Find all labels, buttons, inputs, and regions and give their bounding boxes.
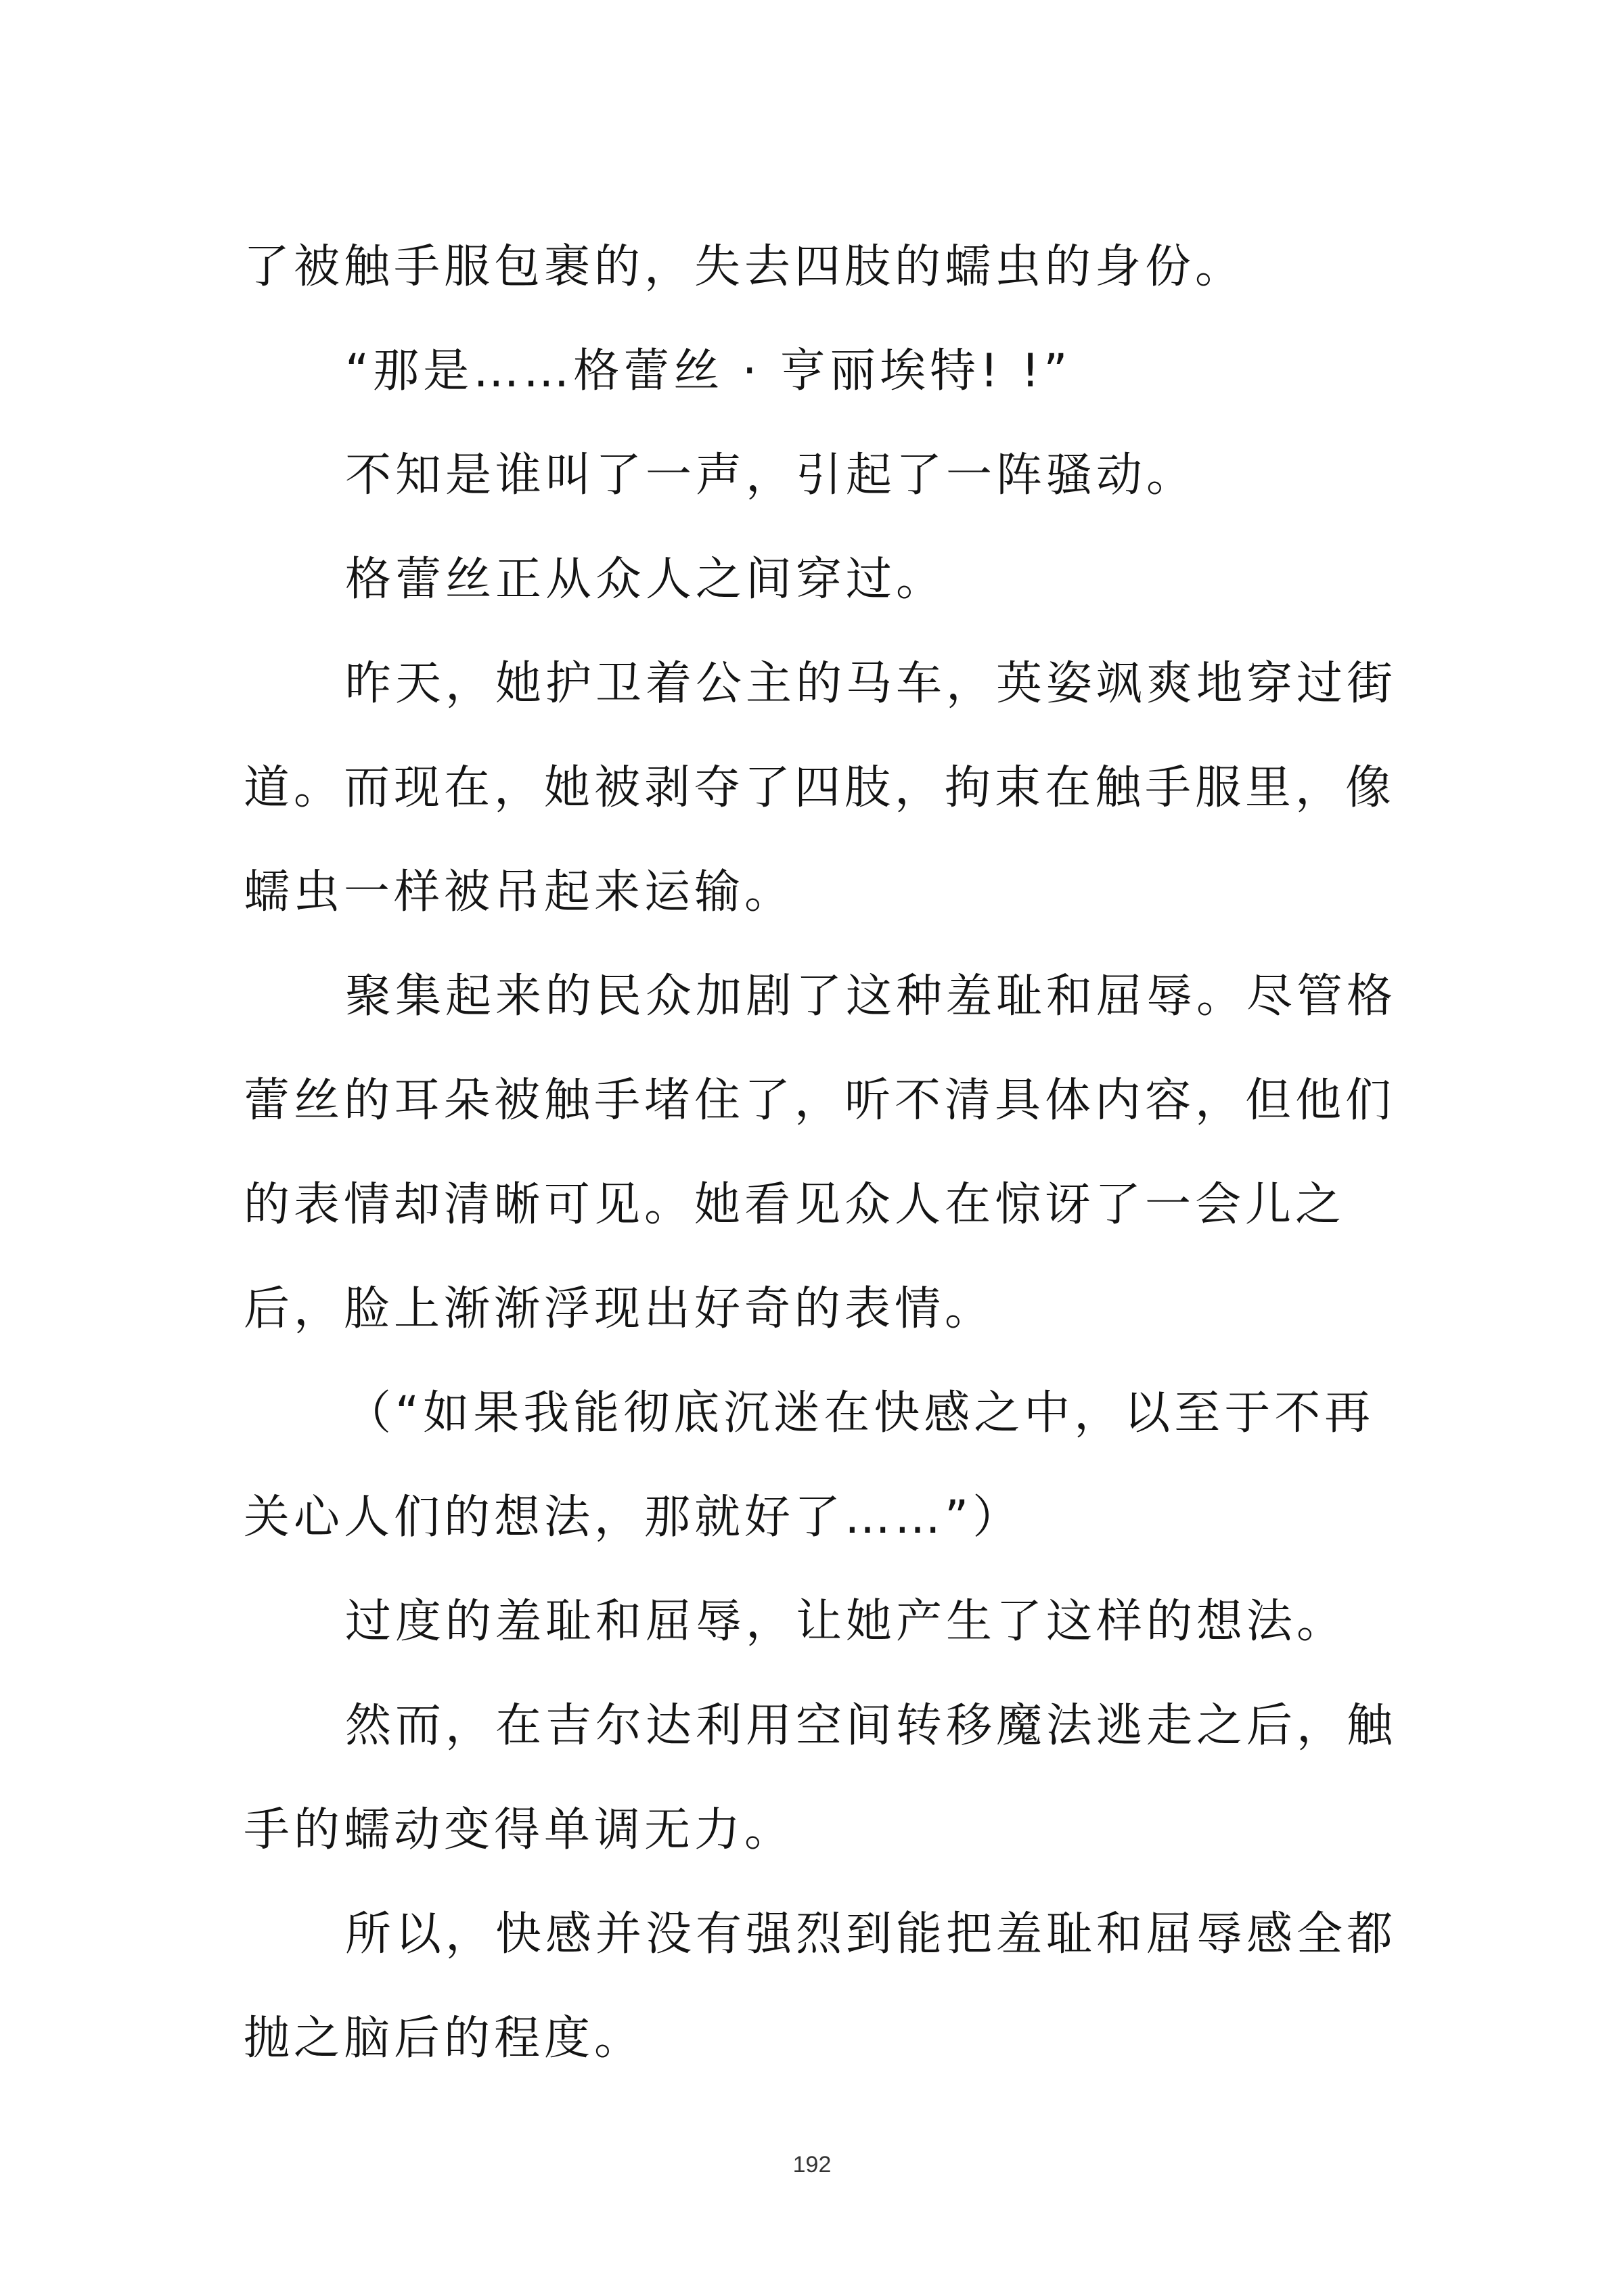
paragraph: “那是……格蕾丝 · 亨丽埃特! !” <box>345 344 1072 398</box>
paragraph: 了被触手服包裹的，失去四肢的蠕虫的身份。 <box>244 240 1246 294</box>
paragraph: 过度的羞耻和屈辱，让她产生了这样的想法。 <box>345 1595 1347 1648</box>
paragraph: 聚集起来的民众加剧了这种羞耻和屈辱。尽管格蕾丝的耳朵被触手堵住了，听不清具体内容，但他们的表情却清晰可见。她看见众人在惊讶了一会儿之后，脸上渐渐浮现出好奇的表情。 <box>244 970 1397 1336</box>
paragraph: 格蕾丝正从众人之间穿过。 <box>345 553 947 606</box>
paragraph: 所以，快感并没有强烈到能把羞耻和屈辱感全都抛之脑后的程度。 <box>244 1908 1397 2065</box>
paragraph: （“如果我能彻底沉迷在快感之中，以至于不再关心人们的想法，那就好了……”） <box>244 1387 1375 1544</box>
paragraph: 昨天，她护卫着公主的马车，英姿飒爽地穿过街道。而现在，她被剥夺了四肢，拘束在触手服里，像蠕虫一样被吊起来运输。 <box>244 657 1397 919</box>
body-text <box>244 215 1421 2091</box>
paragraph: 不知是谁叫了一声，引起了一阵骚动。 <box>345 449 1197 502</box>
page-number: 192 <box>792 2152 832 2178</box>
paragraph: 然而，在吉尔达利用空间转移魔法逃走之后，触手的蠕动变得单调无力。 <box>244 1699 1397 1857</box>
